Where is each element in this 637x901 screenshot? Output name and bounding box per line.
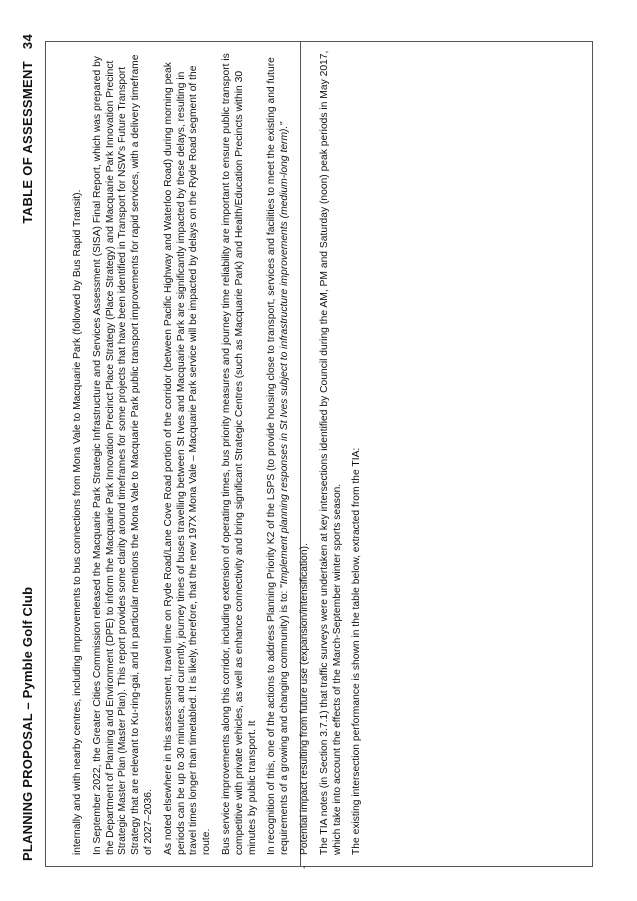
paragraph: internally and with nearby centres, including improvements to bus connections from Mona Vale to Macquarie Park (followed by Bus Rapid Transit). bbox=[72, 189, 83, 855]
paragraph: The existing intersection performance is shown in the table below, extracted from the TIA: bbox=[351, 447, 363, 855]
section-header bbox=[20, 34, 35, 224]
document-title: PLANNING PROPOSAL – Pymble Golf Club bbox=[20, 586, 35, 861]
assessment-text bbox=[72, 47, 371, 869]
bullet-mark: - bbox=[298, 865, 310, 869]
paragraph: In September 2022, the Greater Cities Commission released the Macquarie Park Strategic Infrastructure and Services Assessment (SISA) Final Report, which was prepared by the Department of Planning and Environment (DPE) to inform the Macquarie Park Innovation Precinct Place Strategy (Place Strategy) and Macquarie Park Innovation Precinct Strategic Master Plan (Master Plan). This report provides some clarity around timeframes for some projects that have been identified in Transport for NSW's Future Transport Strategy that are relevant to Ku-ring-gai, and in particular mentions the Mona Vale to Macquarie Park public transport improvements for rapid services, with a delivery timeframe of 2027–2036. bbox=[91, 54, 154, 855]
paragraph: Bus service improvements along this corridor, including extension of operating times, bus priority measures and journey time reliability are important to ensure public transport is competitive with private vehicles, as well as enhance connectivity and bring significant Strategic Centres (such as Macquarie Park) and Health/Education Precincts within 30 minutes by public transport. It bbox=[220, 53, 258, 855]
paragraph-lead: In recognition of this, one of the actions to address Planning Priority K2 of the LSPS (to provide housing close to transport, services and facilities to meet the existing and future requirements of a growing and changing community) is to: " bbox=[266, 57, 291, 855]
paragraph: The TIA notes (in Section 3.7.1) that traffic surveys were undertaken at key intersections identified by Council during the AM, PM and Saturday (noon) peak periods in May 2017, which take into account the effects of the March-September winter sports season. bbox=[318, 50, 343, 855]
section-title: TABLE OF ASSESSMENT bbox=[20, 61, 35, 224]
italic-quote: Implement planning responses in St Ives subject to infrastructure improvements (medium-long term)." bbox=[279, 122, 291, 585]
paragraph bbox=[266, 47, 292, 855]
paragraph: As noted elsewhere in this assessment, travel time on Ryde Road/Lane Cove Road portion of the corridor (between Pacific Highway and Waterloo Road) during morning peak periods can be up to 30 minutes, and currently, journey times of buses travelling between St Ives and Macquarie Park are significantly impacted by these delays, resulting in travel times longer than timetabled. It is likely, therefore, that the new 197X Mona Vale – Macquarie Park service will be impacted by delays on the Ryde Road segment of the route. bbox=[162, 62, 213, 855]
bullet-item bbox=[298, 47, 312, 869]
page-number: 34 bbox=[20, 34, 35, 50]
bullet-text: Potential impact resulting from future use (expansion/intensification). bbox=[298, 543, 310, 855]
